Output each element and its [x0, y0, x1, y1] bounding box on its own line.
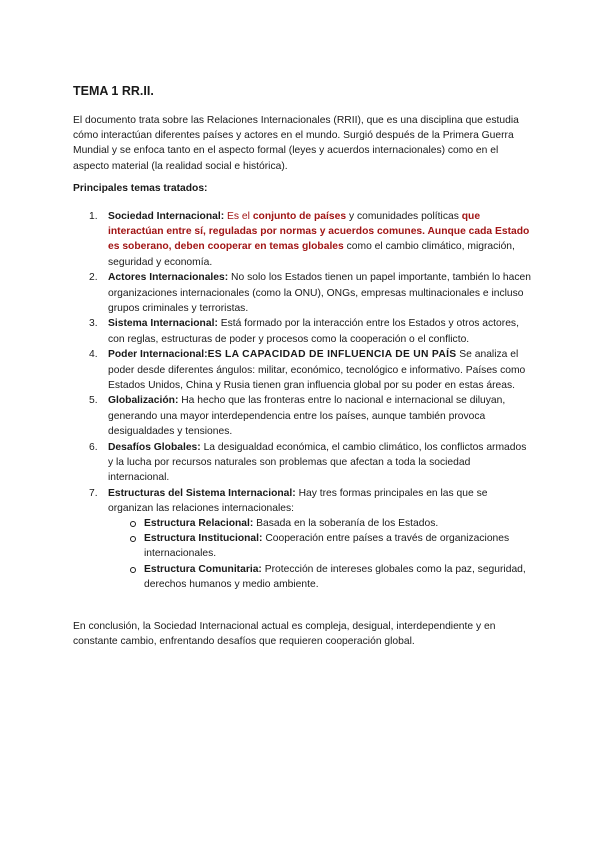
topic-item-sistema-internacional	[73, 316, 533, 346]
sublist-text: Protección de intereses globales como la paz, seguridad, derechos humanos y medio ambiente.	[144, 563, 526, 590]
topic-text: No solo los Estados tienen un papel importante, también lo hacen organizaciones internacionales (como la ONU), ONGs, empresas multinacionales e incluso grupos criminales y terroristas.	[108, 272, 531, 314]
topic-number: 2.	[89, 272, 98, 284]
topic-number: 5.	[89, 395, 98, 407]
topic-text: como el cambio climático, migración, seguridad y economía.	[108, 241, 515, 268]
sublist-text: Basada en la soberanía de los Estados.	[256, 518, 439, 530]
sublist-item	[108, 516, 533, 531]
topic-label: Sistema Internacional:	[108, 318, 218, 330]
sublist-item	[108, 531, 533, 561]
structures-sublist	[108, 516, 533, 592]
topic-highlight: que interactúan entre sí, reguladas por normas y acuerdos comunes. Aunque cada Estado es soberano, deben cooperar en temas globales	[108, 211, 530, 253]
intro-paragraph: El documento trata sobre las Relaciones Internacionales (RRII), que es una disciplina que estudia cómo interactúan diferentes países y actores en el mundo. Surgió después de la Primera Guerra Mundial y se enfoca tanto en el aspecto formal (leyes y acuerdos internacionales) como en el aspecto material (la realidad social e histórica).	[73, 115, 519, 172]
topic-number: 1.	[89, 211, 98, 222]
topic-text: La desigualdad económica, el cambio climático, los conflictos armados y la lucha por recursos naturales son problemas que afectan a toda la sociedad internacional.	[108, 441, 527, 483]
sublist-item	[108, 562, 533, 592]
topic-label: Desafíos Globales:	[108, 441, 201, 453]
topic-number: 4.	[89, 349, 98, 361]
topic-number: 7.	[89, 487, 98, 499]
circle-bullet-icon	[130, 567, 136, 573]
topic-number: 6.	[89, 441, 98, 453]
topics-heading: Principales temas tratados:	[73, 183, 208, 194]
topic-text: Hay tres formas principales en las que se organizan las relaciones internacionales:	[108, 487, 488, 514]
topic-label: Sociedad Internacional:	[108, 211, 225, 222]
topic-text: Se analiza el poder desde diferentes ángulos: militar, económico, tecnológico e informativo. Países como Estados Unidos, China y Rusia tienen gran influencia global por su poder en estas áreas.	[108, 349, 526, 391]
topic-label: Estructuras del Sistema Internacional:	[108, 487, 296, 499]
topic-item-globalizacion	[73, 393, 533, 439]
topic-item-estructuras	[73, 486, 533, 592]
topic-number: 3.	[89, 318, 98, 330]
conclusion-paragraph: En conclusión, la Sociedad Internacional actual es compleja, desigual, interdependiente y en constante cambio, enfrentando desafíos que requieren cooperación global.	[73, 621, 496, 648]
topic-item-desafios-globales	[73, 440, 533, 486]
topic-text: Ha hecho que las fronteras entre lo nacional e internacional se diluyan, generando una mayor interdependencia entre los países, aunque también provoca desigualdades y tensiones.	[108, 395, 506, 437]
topic-text-red: Es el	[227, 211, 250, 222]
circle-bullet-icon	[130, 536, 136, 542]
sublist-text: Cooperación entre países a través de organizaciones internacionales.	[144, 533, 510, 560]
topic-label: Globalización:	[108, 395, 179, 407]
circle-bullet-icon	[130, 521, 136, 527]
topic-text: y comunidades políticas	[348, 211, 459, 222]
topic-highlight: conjunto de países	[252, 211, 347, 222]
sublist-label: Estructura Relacional:	[144, 518, 254, 530]
topic-label: Poder Internacional:	[108, 349, 208, 361]
topic-item-poder-internacional	[73, 347, 533, 393]
topic-caps-statement: ES LA CAPACIDAD DE INFLUENCIA DE UN PAÍS	[207, 349, 457, 361]
topic-item-sociedad-internacional	[73, 209, 533, 270]
topic-label: Actores Internacionales:	[108, 272, 229, 284]
topics-list	[73, 209, 533, 593]
document-title: TEMA 1 RR.II.	[73, 84, 154, 98]
sublist-label: Estructura Comunitaria:	[144, 563, 262, 575]
topic-text: Está formado por la interacción entre los Estados y otros actores, con reglas, estructuras de poder y procesos como la cooperación o el conflicto.	[108, 318, 519, 345]
sublist-label: Estructura Institucional:	[144, 533, 263, 545]
topic-item-actores-internacionales	[73, 270, 533, 316]
